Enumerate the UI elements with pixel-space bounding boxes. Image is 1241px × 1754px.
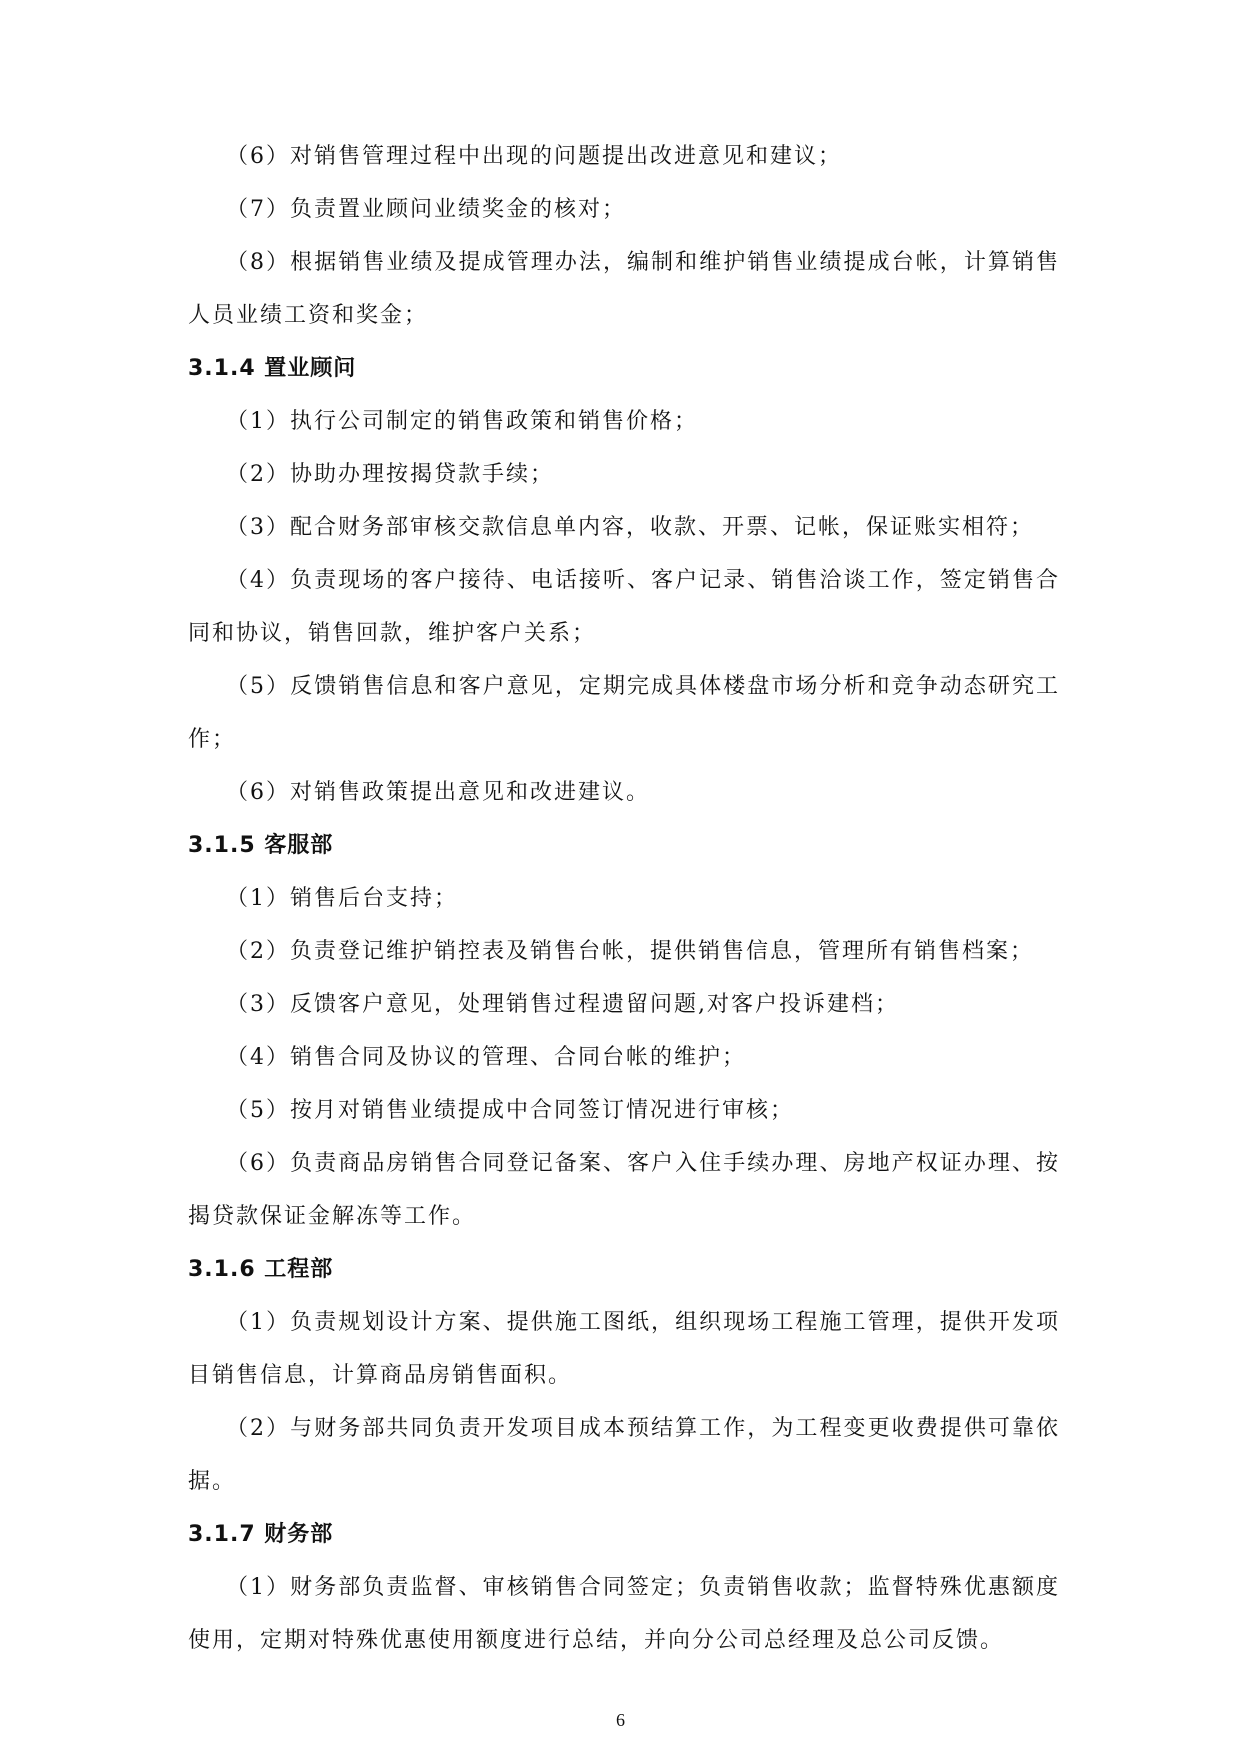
list-item: （1）执行公司制定的销售政策和销售价格； bbox=[226, 409, 698, 434]
list-item: （4）销售合同及协议的管理、合同台帐的维护； bbox=[226, 1045, 746, 1070]
section-heading-3-1-7: 3.1.7 财务部 bbox=[188, 1522, 334, 1547]
list-item: （5）反馈销售信息和客户意见，定期完成具体楼盘市场分析和竞争动态研究工作； bbox=[188, 674, 1060, 752]
list-item: （2）与财务部共同负责开发项目成本预结算工作，为工程变更收费提供可靠依据。 bbox=[188, 1416, 1060, 1494]
list-item: （6）对销售管理过程中出现的问题提出改进意见和建议； bbox=[226, 144, 842, 169]
list-item: （2）协助办理按揭贷款手续； bbox=[226, 462, 554, 487]
list-item: （4）负责现场的客户接待、电话接听、客户记录、销售洽谈工作，签定销售合同和协议，销售回款，维护客户关系； bbox=[188, 568, 1060, 646]
list-item: （8）根据销售业绩及提成管理办法，编制和维护销售业绩提成台帐，计算销售人员业绩工资和奖金； bbox=[188, 250, 1060, 328]
section-heading-3-1-6: 3.1.6 工程部 bbox=[188, 1257, 334, 1282]
list-item: （3）配合财务部审核交款信息单内容，收款、开票、记帐，保证账实相符； bbox=[226, 515, 1034, 540]
document-page bbox=[188, 130, 1060, 1667]
list-item: （5）按月对销售业绩提成中合同签订情况进行审核； bbox=[226, 1098, 794, 1123]
section-heading-3-1-5: 3.1.5 客服部 bbox=[188, 833, 334, 858]
list-item: （6）对销售政策提出意见和改进建议。 bbox=[226, 780, 650, 805]
list-item: （3）反馈客户意见，处理销售过程遗留问题,对客户投诉建档； bbox=[226, 992, 899, 1017]
list-item: （7）负责置业顾问业绩奖金的核对； bbox=[226, 197, 626, 222]
page-number: 6 bbox=[616, 1710, 625, 1730]
list-item: （2）负责登记维护销控表及销售台帐，提供销售信息，管理所有销售档案； bbox=[226, 939, 1034, 964]
section-heading-3-1-4: 3.1.4 置业顾问 bbox=[188, 356, 357, 381]
list-item: （1）财务部负责监督、审核销售合同签定；负责销售收款；监督特殊优惠额度使用，定期对特殊优惠使用额度进行总结，并向分公司总经理及总公司反馈。 bbox=[188, 1575, 1060, 1653]
list-item: （1）销售后台支持； bbox=[226, 886, 458, 911]
list-item: （6）负责商品房销售合同登记备案、客户入住手续办理、房地产权证办理、按揭贷款保证金解冻等工作。 bbox=[188, 1151, 1060, 1229]
list-item: （1）负责规划设计方案、提供施工图纸，组织现场工程施工管理，提供开发项目销售信息，计算商品房销售面积。 bbox=[188, 1310, 1060, 1388]
